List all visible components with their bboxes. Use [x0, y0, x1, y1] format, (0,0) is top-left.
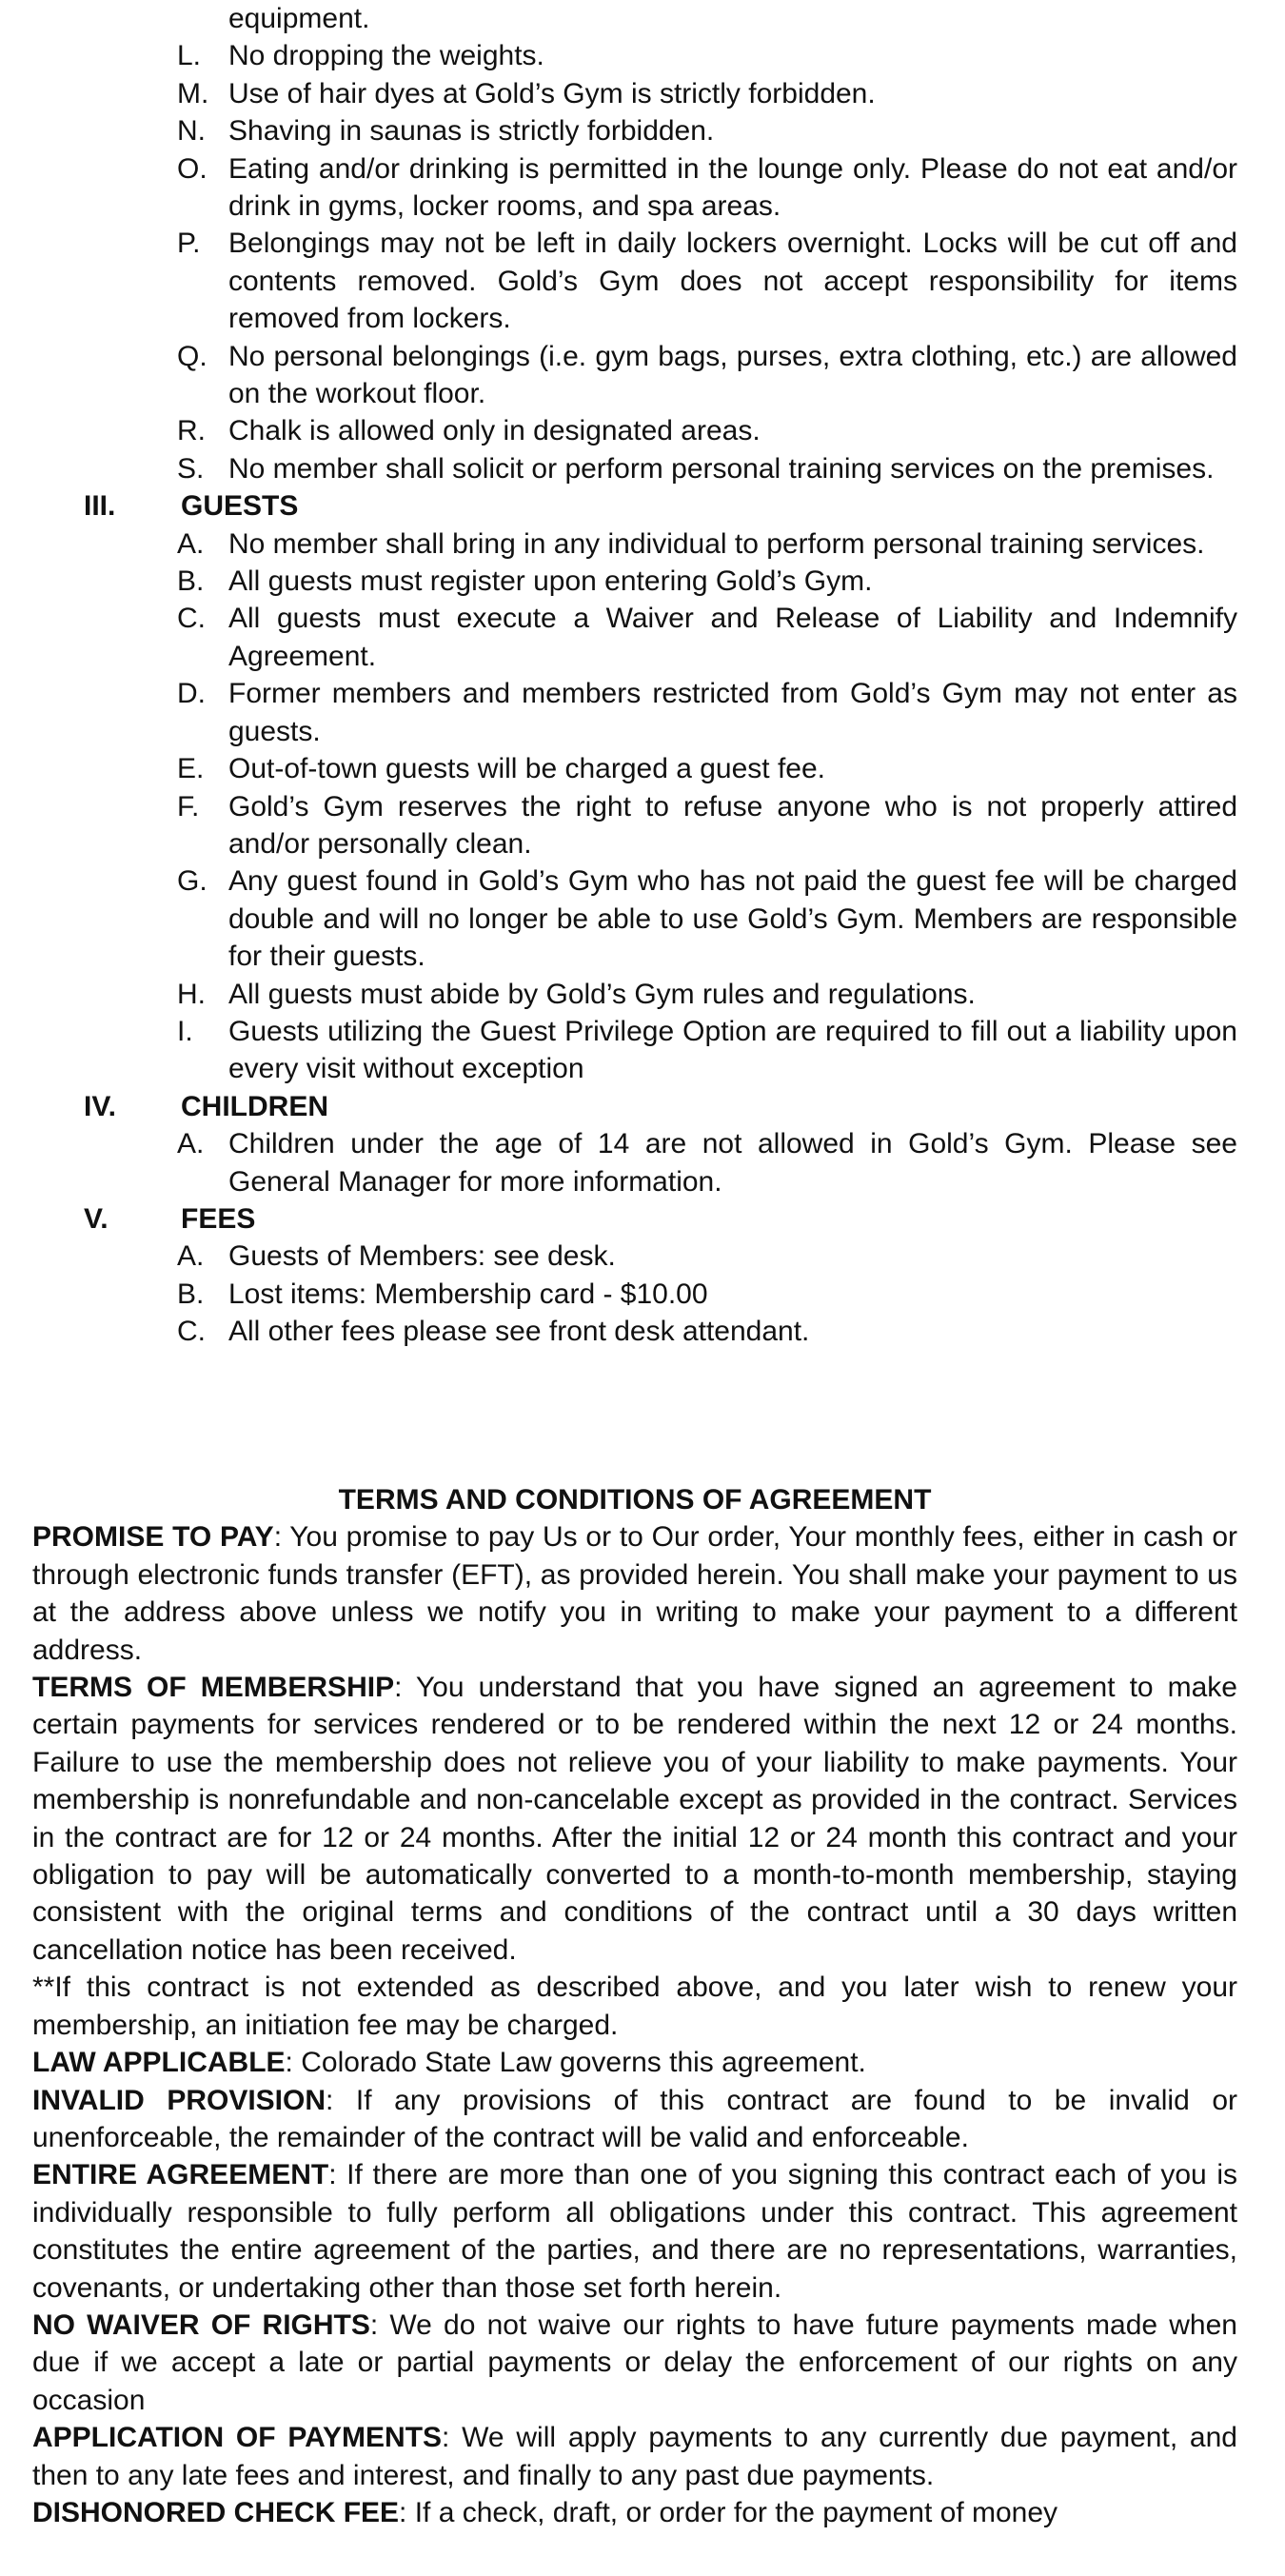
- section-heading: FEES: [181, 1202, 256, 1235]
- paragraph-lead: PROMISE TO PAY: [32, 1521, 274, 1554]
- item-letter: B.: [177, 1278, 205, 1310]
- item-letter: N.: [177, 115, 206, 148]
- list-item: [0, 338, 1237, 413]
- terms-paragraphs: [32, 1518, 1237, 2531]
- list-item: [0, 150, 1237, 226]
- section-guests: [0, 487, 1285, 525]
- list-item: [0, 600, 1237, 675]
- item-text: All guests must abide by Gold’s Gym rules and regulations.: [228, 978, 976, 1010]
- terms-paragraph: [32, 2307, 1237, 2419]
- item-letter: Q.: [177, 340, 208, 372]
- item-text: Eating and/or drinking is permitted in the lounge only. Please do not eat and/or drink in gyms, locker rooms, and spa areas.: [228, 152, 1237, 223]
- rules-list: [0, 37, 1285, 487]
- item-text: Children under the age of 14 are not allowed in Gold’s Gym. Please see General Manager for more information.: [228, 1128, 1237, 1198]
- terms-paragraph: [32, 1518, 1237, 1669]
- rule-continuation-text: equipment.: [228, 3, 370, 34]
- list-item: [0, 976, 1237, 1013]
- terms-paragraph: [32, 2156, 1237, 2307]
- item-text: Former members and members restricted from Gold’s Gym may not enter as guests.: [228, 678, 1237, 747]
- list-item: [0, 563, 1237, 600]
- list-item: [0, 75, 1237, 112]
- item-letter: R.: [177, 415, 206, 447]
- section-children: [0, 1088, 1285, 1125]
- guests-list: [0, 525, 1285, 1088]
- item-text: No personal belongings (i.e. gym bags, purses, extra clothing, etc.) are allowed on the workout floor.: [228, 340, 1237, 410]
- paragraph-lead: TERMS OF MEMBERSHIP: [32, 1672, 395, 1704]
- paragraph-text: : You understand that you have signed an agreement to make certain payments for services rendered or to be rendered within the next 12 or 24 months. Failure to use the membership does not relieve you of your liability to make payments. Your membership is nonrefundable and non-cancelable except as provided in the contract. Services in the contract are for 12 or 24 months. After the initial 12 or 24 month this contract and your obligation to pay will be automatically converted to a month-to-month membership, staying consistent with the original terms and conditions of the contract until a 30 days written cancellation notice has been received.: [32, 1672, 1237, 1966]
- item-letter: S.: [177, 452, 205, 485]
- section-heading: CHILDREN: [181, 1090, 328, 1122]
- list-item: [0, 37, 1237, 74]
- section-number: V.: [84, 1202, 109, 1235]
- terms-section: [32, 1481, 1237, 2531]
- paragraph-text: : If any provisions of this contract are found to be invalid or unenforceable, the remainder of the contract will be valid and enforceable.: [32, 2084, 1237, 2153]
- list-item: [0, 1238, 1237, 1275]
- paragraph-lead: INVALID PROVISION: [32, 2084, 326, 2116]
- item-letter: A.: [177, 527, 205, 560]
- item-letter: F.: [177, 790, 200, 822]
- item-letter: D.: [177, 678, 206, 710]
- item-text: All guests must register upon entering Gold’s Gym.: [228, 565, 873, 598]
- paragraph-text: : Colorado State Law governs this agreement.: [285, 2047, 866, 2079]
- item-letter: G.: [177, 865, 208, 898]
- paragraph-text: : If a check, draft, or order for the payment of money: [399, 2496, 1058, 2528]
- item-text: No member shall solicit or perform personal training services on the premises.: [228, 452, 1215, 485]
- item-text: Use of hair dyes at Gold’s Gym is strictly forbidden.: [228, 77, 876, 109]
- item-text: Shaving in saunas is strictly forbidden.: [228, 115, 715, 148]
- item-text: Guests utilizing the Guest Privilege Option are required to fill out a liability upon every visit without exception: [228, 1015, 1237, 1085]
- item-letter: O.: [177, 152, 208, 185]
- list-item: [0, 525, 1237, 563]
- terms-paragraph: [32, 2419, 1237, 2494]
- paragraph-text: : We do not waive our rights to have future payments made when due if we accept a late or partial payments or delay the enforcement of our rights on any occasion: [32, 2308, 1237, 2416]
- item-text: No member shall bring in any individual to perform personal training services.: [228, 527, 1205, 560]
- item-letter: C.: [177, 1316, 206, 1348]
- rule-continuation: [0, 0, 1237, 37]
- fees-list: [0, 1238, 1285, 1350]
- item-letter: C.: [177, 603, 206, 635]
- list-item: [0, 862, 1237, 975]
- children-list: [0, 1125, 1285, 1200]
- item-letter: B.: [177, 565, 205, 598]
- item-letter: A.: [177, 1128, 205, 1160]
- section-heading: GUESTS: [181, 490, 299, 523]
- item-text: Chalk is allowed only in designated areas.: [228, 415, 761, 447]
- item-letter: A.: [177, 1240, 205, 1273]
- item-letter: P.: [177, 228, 201, 260]
- list-item: [0, 225, 1237, 337]
- section-number: IV.: [84, 1090, 116, 1122]
- list-item: [0, 1276, 1237, 1313]
- item-letter: L.: [177, 40, 202, 72]
- item-letter: I.: [177, 1015, 193, 1047]
- item-text: All guests must execute a Waiver and Release of Liability and Indemnify Agreement.: [228, 603, 1237, 672]
- list-item: [0, 1125, 1237, 1200]
- paragraph-lead: LAW APPLICABLE: [32, 2047, 286, 2079]
- item-text: All other fees please see front desk attendant.: [228, 1316, 810, 1348]
- terms-paragraph: [32, 2082, 1237, 2157]
- terms-title: TERMS AND CONDITIONS OF AGREEMENT: [338, 1484, 932, 1516]
- paragraph-text: **If this contract is not extended as described above, and you later wish to renew your membership, an initiation fee may be charged.: [32, 1972, 1237, 2041]
- list-item: [0, 1013, 1237, 1088]
- item-text: Any guest found in Gold’s Gym who has not paid the guest fee will be charged double and will no longer be able to use Gold’s Gym. Members are responsible for their guests.: [228, 865, 1237, 973]
- list-item: [0, 1313, 1237, 1350]
- item-letter: H.: [177, 978, 206, 1010]
- section-number: III.: [84, 490, 116, 523]
- paragraph-text: : You promise to pay Us or to Our order, Your monthly fees, either in cash or through electronic funds transfer (EFT), as provided herein. You shall make your payment to us at the address above unless we notify you in writing to make your payment to a different address.: [32, 1521, 1237, 1666]
- item-letter: E.: [177, 753, 205, 785]
- paragraph-lead: NO WAIVER OF RIGHTS: [32, 2308, 370, 2341]
- item-text: Lost items: Membership card - $10.00: [228, 1278, 708, 1310]
- item-text: No dropping the weights.: [228, 40, 544, 72]
- terms-paragraph: [32, 2044, 1237, 2081]
- paragraph-text: : If there are more than one of you signing this contract each of you is individually responsible to fully perform all obligations under this contract. This agreement constitutes the entire agreement of the parties, and there are no representations, warranties, covenants, or undertaking other than those set forth herein.: [32, 2159, 1238, 2304]
- terms-paragraph: [32, 1669, 1237, 1969]
- item-text: Gold’s Gym reserves the right to refuse anyone who is not properly attired and/or personally clean.: [228, 790, 1237, 860]
- paragraph-lead: DISHONORED CHECK FEE: [32, 2496, 400, 2528]
- list-item: [0, 112, 1237, 149]
- item-text: Belongings may not be left in daily lockers overnight. Locks will be cut off and contents removed. Gold’s Gym does not accept responsibility for items removed from lockers.: [228, 228, 1237, 335]
- terms-paragraph: [32, 1969, 1237, 2044]
- item-text: Guests of Members: see desk.: [228, 1240, 616, 1273]
- list-item: [0, 675, 1237, 750]
- terms-paragraph: [32, 2494, 1237, 2531]
- item-text: Out-of-town guests will be charged a guest fee.: [228, 753, 826, 785]
- paragraph-lead: ENTIRE AGREEMENT: [32, 2159, 329, 2191]
- paragraph-text: : We will apply payments to any currently due payment, and then to any late fees and interest, and finally to any past due payments.: [32, 2422, 1237, 2491]
- list-item: [0, 412, 1237, 449]
- list-item: [0, 788, 1237, 863]
- item-letter: M.: [177, 77, 209, 109]
- section-fees: [0, 1200, 1285, 1238]
- list-item: [0, 750, 1237, 787]
- paragraph-lead: APPLICATION OF PAYMENTS: [32, 2422, 443, 2454]
- list-item: [0, 450, 1237, 487]
